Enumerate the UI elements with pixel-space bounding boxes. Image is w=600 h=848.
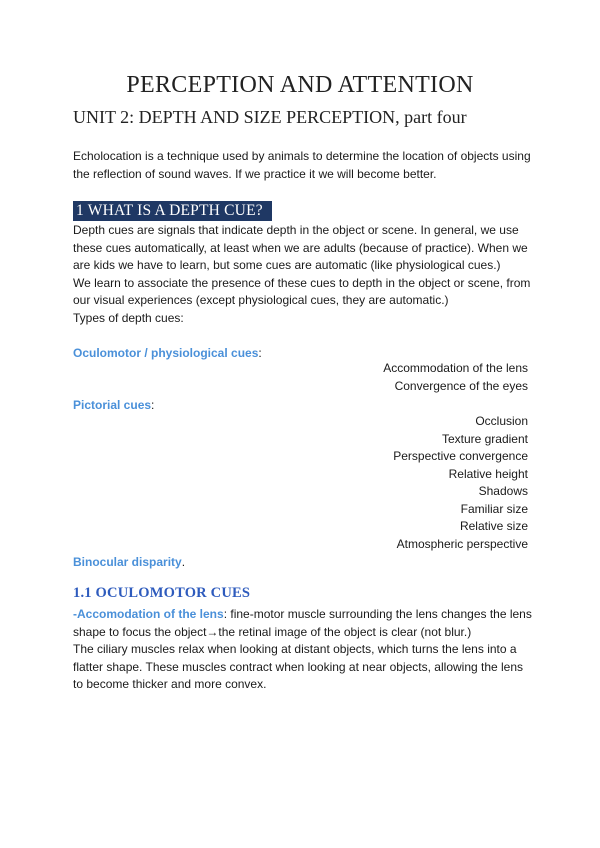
paragraph-line: are kids we have to learn, but some cues are automatic (like physiological cues.) xyxy=(73,258,501,272)
paragraph-line: -Accomodation of the lens: fine-motor muscle surrounding the lens changes the lens xyxy=(73,607,532,621)
unit-subtitle: UNIT 2: DEPTH AND SIZE PERCEPTION, part four xyxy=(73,107,467,127)
paragraph-line: these cues automatically, at least when we are adults (because of practice). When we xyxy=(73,240,528,255)
cue-item: Relative height xyxy=(448,466,528,481)
paragraph-line: our visual experiences (except physiological cues, they are automatic.) xyxy=(73,293,449,307)
paragraph-line: to become thicker and more convex. xyxy=(73,677,267,691)
oculomotor-cue-list xyxy=(383,360,528,395)
cue-item: Occlusion xyxy=(475,414,528,428)
cue-item: Familiar size xyxy=(460,501,528,516)
intro-paragraph xyxy=(73,148,543,183)
cue-item: Accommodation of the lens xyxy=(383,361,528,375)
cue-item: Atmospheric perspective xyxy=(396,536,528,551)
oculomotor-cues-label: Oculomotor / physiological cues: xyxy=(73,346,262,360)
pictorial-cue-list xyxy=(393,413,528,553)
paragraph-line: The ciliary muscles relax when looking at distant objects, which turns the lens into a xyxy=(73,642,517,656)
oculomotor-paragraph xyxy=(73,606,543,694)
paragraph-line: We learn to associate the presence of these cues to depth in the object or scene, from xyxy=(73,275,531,290)
depth-cue-paragraph xyxy=(73,222,543,327)
paragraph-line: Types of depth cues: xyxy=(73,310,184,325)
cue-item: Relative size xyxy=(459,519,528,533)
cue-item: Shadows xyxy=(478,484,528,498)
paragraph-line: Depth cues are signals that indicate depth in the object or scene. In general, we use xyxy=(73,223,519,237)
intro-line: the reflection of sound waves. If we practice it we will become better. xyxy=(73,166,437,181)
binocular-disparity-label: Binocular disparity. xyxy=(73,555,186,569)
intro-line: Echolocation is a technique used by animals to determine the location of objects using xyxy=(73,149,531,163)
term-accommodation: Accomodation of the lens xyxy=(77,607,224,621)
cue-item: Convergence of the eyes xyxy=(394,378,528,393)
section-heading-depth-cue: 1 WHAT IS A DEPTH CUE? xyxy=(73,201,272,221)
page-title: PERCEPTION AND ATTENTION xyxy=(126,72,474,98)
dash-marker: - xyxy=(73,607,77,621)
cue-item: Perspective convergence xyxy=(393,449,528,463)
cue-item: Texture gradient xyxy=(441,431,528,446)
pictorial-cues-label: Pictorial cues: xyxy=(73,398,155,412)
paragraph-line: flatter shape. These muscles contract when looking at near objects, allowing the lens xyxy=(73,659,524,674)
section-heading-oculomotor-cues: 1.1 OCULOMOTOR CUES xyxy=(73,585,251,601)
paragraph-line: shape to focus the object→the retinal image of the object is clear (not blur.) xyxy=(73,624,472,639)
